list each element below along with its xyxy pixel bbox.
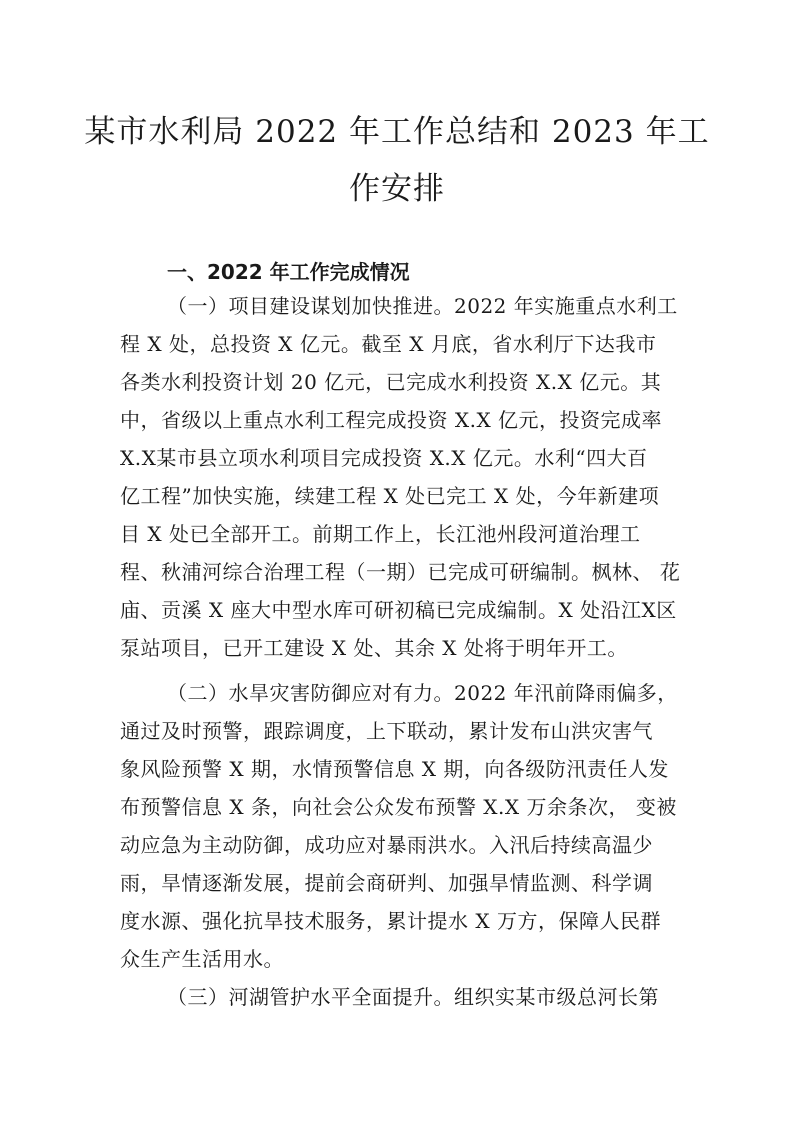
paragraph-line: 目 X 处已全部开工。前期工作上，长江池州段河道治理工 [120,522,641,546]
paragraph-line: 度水源、强化抗旱技术服务，累计提水 X 万方，保障人民群 [120,909,661,933]
paragraph-line: （二）水旱灾害防御应对有力。2022 年汛前降雨偏多， [167,681,678,705]
document-title-line-2: 作安排 [349,171,445,207]
paragraph-line: 泵站项目，已开工建设 X 处、其余 X 处将于明年开工。 [120,636,628,660]
paragraph-line: 各类水利投资计划 20 亿元，已完成水利投资 X.X 亿元。其 [120,370,662,394]
paragraph-line: （一）项目建设谋划加快推进。2022 年实施重点水利工 [167,294,678,318]
paragraph-line: 中，省级以上重点水利工程完成投资 X.X 亿元，投资完成率 [120,408,663,432]
paragraph-line: （三）河湖管护水平全面提升。组织实某市级总河长第 [167,985,659,1009]
paragraph-line: 程、秋浦河综合治理工程（一期）已完成可研编制。枫林、 花 [120,560,681,584]
paragraph-line: 布预警信息 X 条，向社会公众发布预警 X.X 万余条次， 变被 [120,795,677,819]
paragraph-line: 众生产生活用水。 [120,947,284,971]
paragraph-line: 程 X 处，总投资 X 亿元。截至 X 月底，省水利厅下达我市 [120,332,657,356]
paragraph-line: 象风险预警 X 期，水情预警信息 X 期，向各级防汛责任人发 [120,757,669,781]
paragraph-line: 雨，旱情逐渐发展，提前会商研判、加强旱情监测、科学调 [120,871,653,895]
paragraph-line: 动应急为主动防御，成功应对暴雨洪水。入汛后持续高温少 [120,833,653,857]
document-title-line-1: 某市水利局 2022 年工作总结和 2023 年工 [84,114,710,150]
paragraph-line: 亿工程”加快实施，续建工程 X 处已完工 X 处，今年新建项 [120,484,660,508]
section-heading: 一、2022 年工作完成情况 [167,260,410,284]
paragraph-line: 通过及时预警，跟踪调度，上下联动，累计发布山洪灾害气 [120,719,653,743]
paragraph-line: X.X某市县立项水利项目完成投资 X.X 亿元。水利“四大百 [120,446,648,470]
paragraph-line: 庙、贡溪 X 座大中型水库可研初稿已完成编制。X 处沿江X区 [120,598,677,622]
